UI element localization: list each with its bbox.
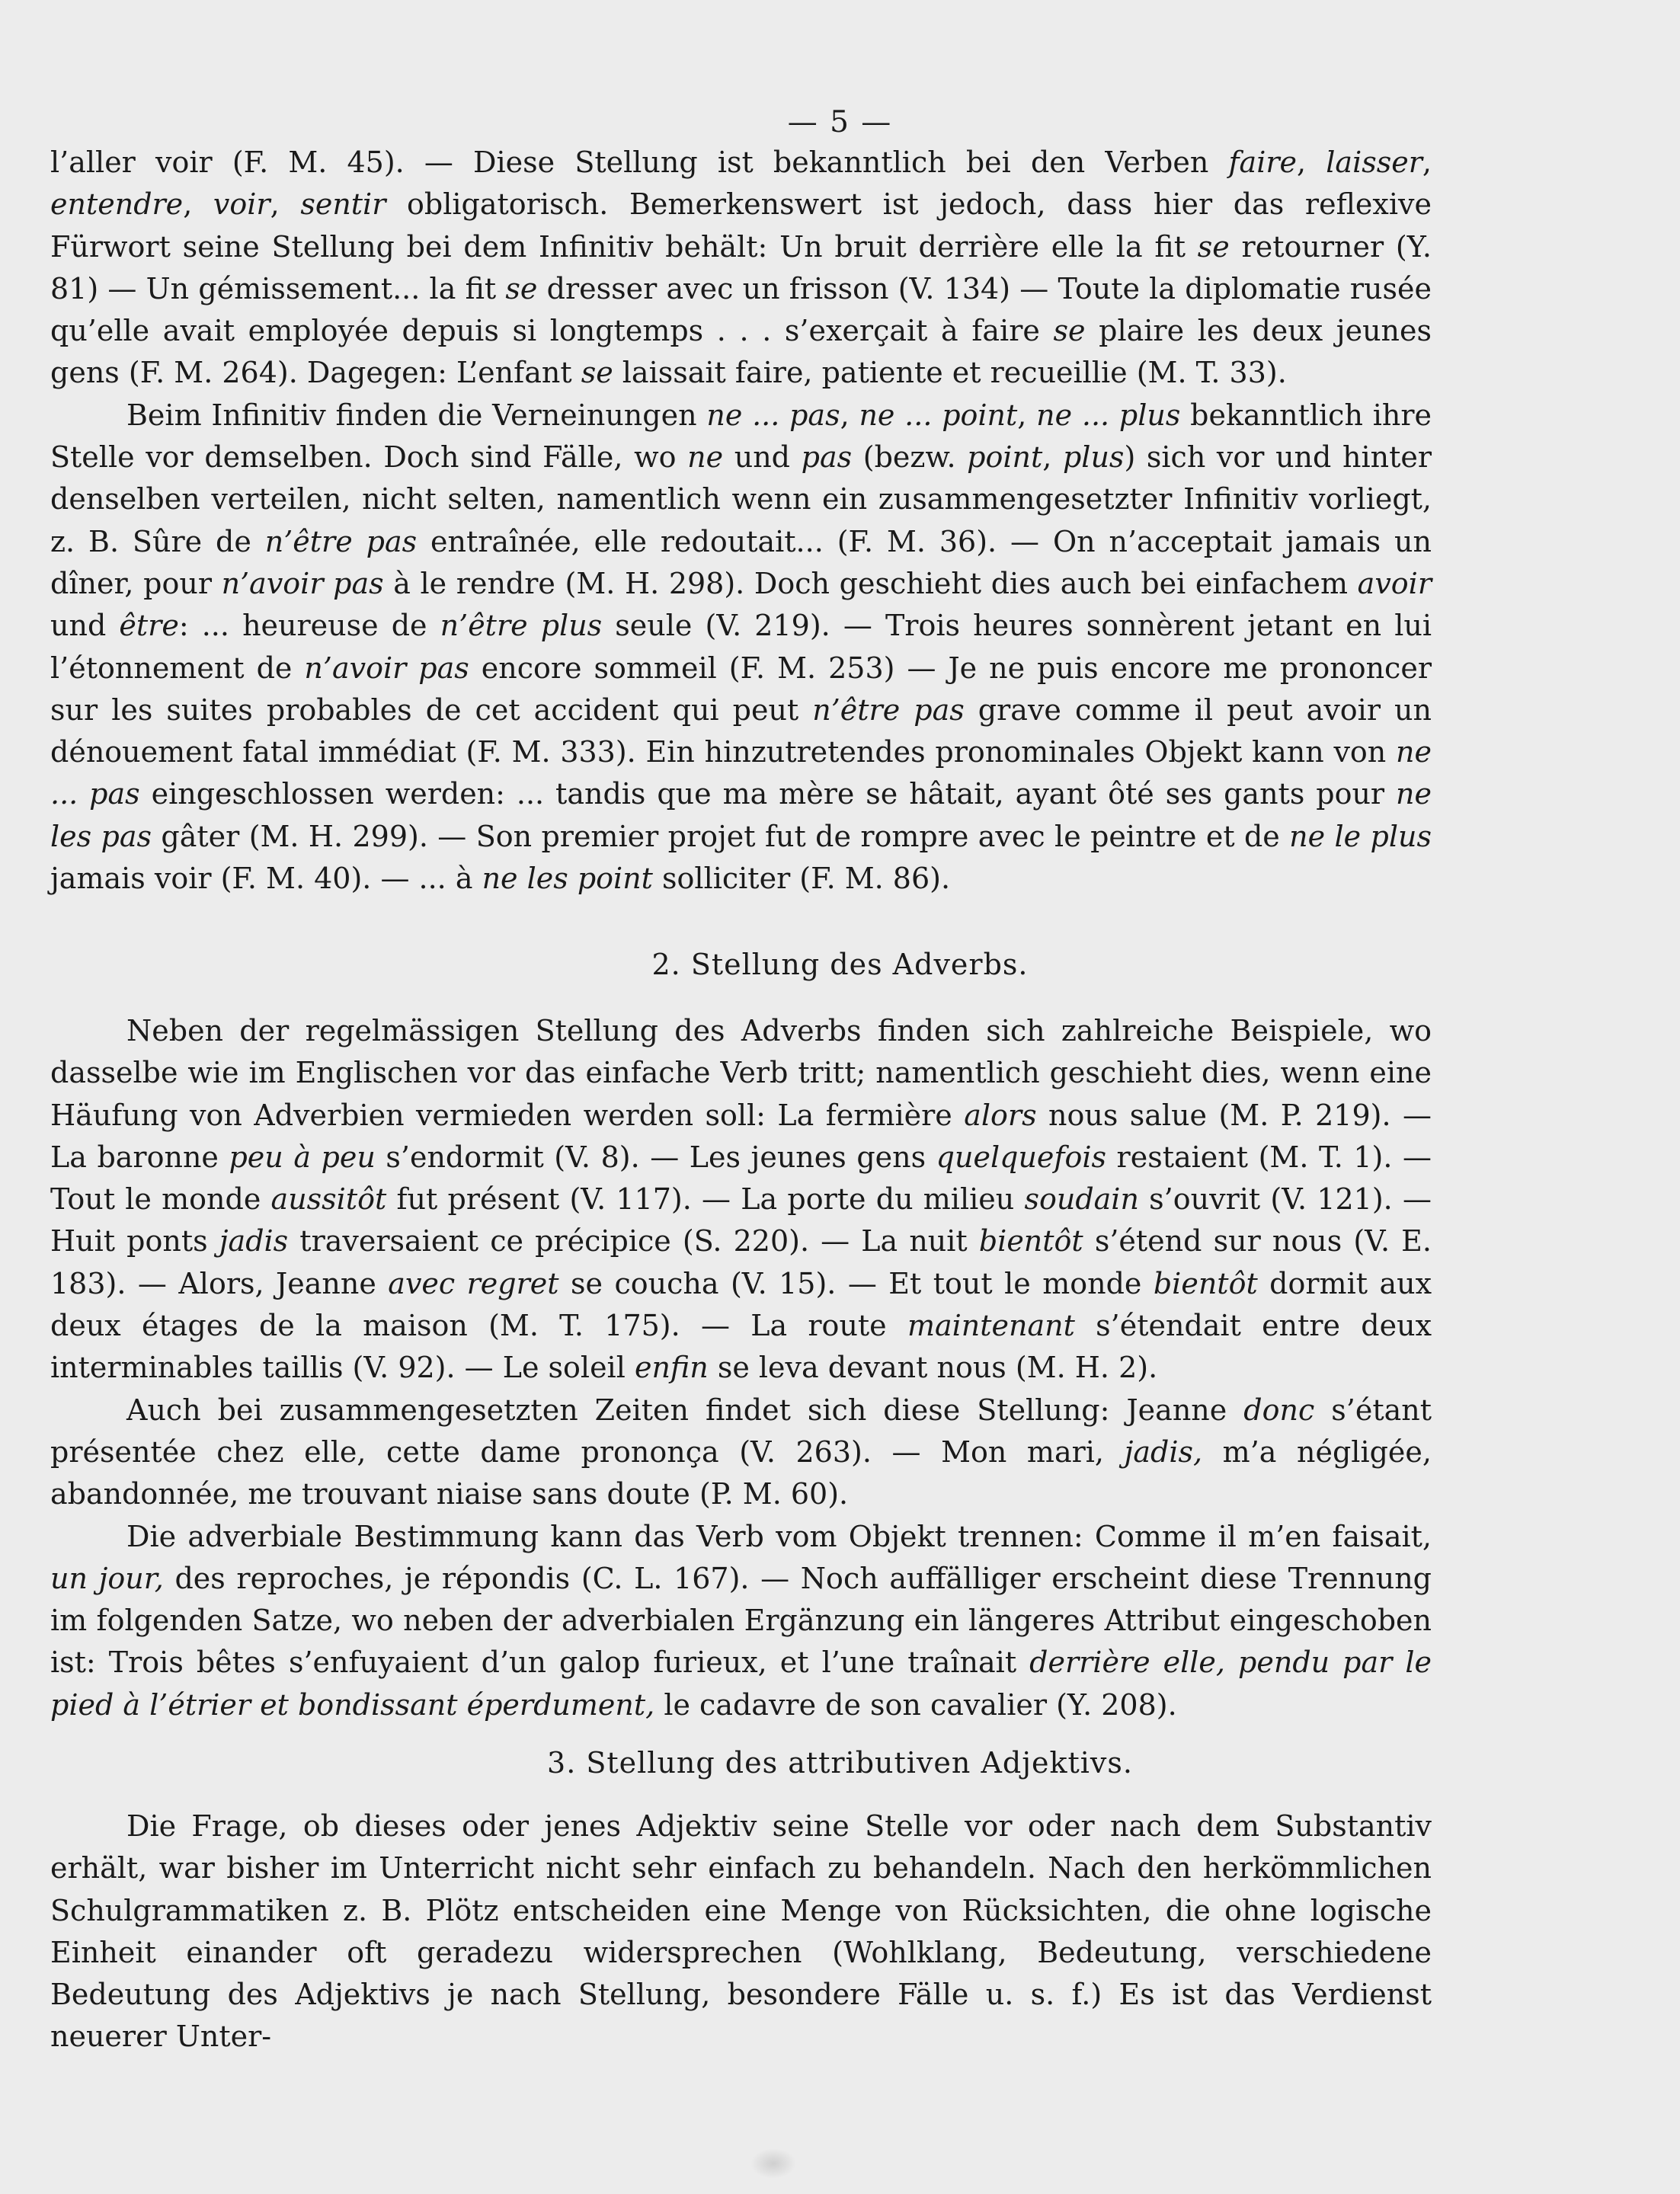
italic-phrase: un jour, bbox=[50, 1561, 164, 1595]
italic-phrase: jadis, bbox=[1124, 1434, 1203, 1469]
page-smudge bbox=[750, 2148, 796, 2179]
section-3-text bbox=[50, 1805, 1432, 2058]
paragraph: Neben der regelmässigen Stellung des Adverbs finden sich zahlreiche Beispiele, wo dasselbe wie im Englischen vor das einfache Verb tritt; namentlich geschieht dies, wenn eine Häufung von Adverbien vermieden werden soll: La fermière alors nous salue (M. P. 219). — La baronne peu à peu s’endormit (V. 8). — Les jeunes gens quelquefois restaient (M. T. 1). — Tout le monde aussitôt fut présent (V. 117). — La porte du milieu soudain s’ouvrit (V. 121). — Huit ponts jadis traversaient ce précipice (S. 220). — La nuit bientôt s’étend sur nous (V. E. 183). — Alors, Jeanne avec regret se coucha (V. 15). — Et tout le monde bientôt dormit aux deux étages de la maison (M. T. 175). — La route maintenant s’étendait entre deux interminables taillis (V. 92). — Le soleil enfin se leva devant nous (M. H. 2). bbox=[50, 1014, 1432, 1385]
italic-phrase: se bbox=[581, 356, 613, 390]
italic-phrase: ne ... pas bbox=[706, 398, 840, 432]
italic-phrase: entendre bbox=[50, 187, 184, 222]
italic-phrase: se bbox=[1053, 314, 1086, 348]
italic-phrase: n’avoir pas bbox=[221, 566, 384, 600]
italic-phrase: avec regret bbox=[388, 1266, 559, 1300]
italic-phrase: n’avoir pas bbox=[304, 651, 469, 685]
paragraph: Die Frage, ob dieses oder jenes Adjektiv seine Stelle vor oder nach dem Substantiv erhält, war bisher im Unterricht nicht sehr einfach zu behandeln. Nach den herkömmlichen Schulgrammatiken z. B. Plötz entscheiden eine Menge von Rücksichten, die ohne logische Einheit einander oft geradezu widersprechen (Wohlklang, Bedeutung, verschiedene Bedeutung des Adjektivs je nach Stellung, besondere Fälle u. s. f.) Es ist das Verdienst neuerer Unter- bbox=[50, 1809, 1432, 2054]
italic-phrase: ne ... point bbox=[859, 398, 1018, 432]
italic-phrase: quelquefois bbox=[936, 1140, 1106, 1174]
italic-phrase: jadis bbox=[219, 1224, 289, 1259]
paragraph: Die adverbiale Bestimmung kann das Verb vom Objekt trennen: Comme il m’en faisait, un jour, des reproches, je répondis (C. L. 167). — Noch auffälliger erscheint diese Trennung im folgenden Satze, wo neben der adverbialen Ergänzung ein längeres Attribut eingeschoben ist: Trois bêtes s’enfuyaient d’un galop furieux, et l’une traînait derrière elle, pendu par le pied à l’étrier et bondissant éperdument, le cadavre de son cavalier (Y. 208). bbox=[50, 1519, 1432, 1722]
italic-phrase: n’être plus bbox=[440, 609, 603, 643]
section-heading-adjectives: 3. Stellung des attributiven Adjektivs. bbox=[547, 1746, 1133, 1780]
italic-phrase: voir bbox=[213, 187, 270, 222]
section-2-text bbox=[50, 1010, 1432, 1726]
italic-phrase: maintenant bbox=[907, 1309, 1075, 1343]
paragraph: Beim Infinitiv finden die Verneinungen ne ... pas, ne ... point, ne ... plus bekanntlich ihre Stelle vor demselben. Doch sind Fälle, wo ne und pas (bezw. point, plus) sich vor und hinter denselben verteilen, nicht selten, namentlich wenn ein zusammengesetzter Infinitiv vorliegt, z. B. Sûre de n’être pas entraînée, elle redoutait... (F. M. 36). — On n’acceptait jamais un dîner, pour n’avoir pas à le rendre (M. H. 298). Doch geschieht dies auch bei einfachem avoir und être: ... heureuse de n’être plus seule (V. 219). — Trois heures sonnèrent jetant en lui l’étonnement de n’avoir pas encore sommeil (F. M. 253) — Je ne puis encore me prononcer sur les suites probables de cet accident qui peut n’être pas grave comme il peut avoir un dénouement fatal immédiat (F. M. 333). Ein hinzutretendes pronominales Objekt kann von ne ... pas eingeschlossen werden: ... tandis que ma mère se hâtait, ayant ôté ses gants pour ne les pas gâter (M. H. 299). — Son premier projet fut de rompre avec le peintre et de ne le plus jamais voir (F. M. 40). — ... à ne les point solliciter (F. M. 86). bbox=[50, 398, 1432, 896]
page-number: — 5 — bbox=[787, 105, 893, 139]
italic-phrase: enfin bbox=[634, 1351, 709, 1385]
italic-phrase: se bbox=[505, 271, 538, 305]
italic-phrase: pas bbox=[801, 440, 853, 475]
italic-phrase: peu à peu bbox=[229, 1140, 376, 1174]
italic-phrase: ne bbox=[687, 440, 724, 475]
italic-phrase: ne les pas bbox=[50, 777, 1432, 853]
paragraph: Auch bei zusammengesetzten Zeiten findet sich diese Stellung: Jeanne donc s’étant présentée chez elle, cette dame prononça (V. 263). — Mon mari, jadis, m’a négligée, abandonnée, me trouvant niaise sans doute (P. M. 60). bbox=[50, 1393, 1432, 1511]
italic-phrase: laisser bbox=[1326, 146, 1422, 179]
italic-phrase: aussitôt bbox=[270, 1182, 387, 1217]
italic-phrase: derrière elle, pendu par le pied à l’étrier et bondissant éperdument, bbox=[50, 1646, 1432, 1722]
italic-phrase: être bbox=[119, 609, 179, 643]
italic-phrase: ne ... pas bbox=[50, 735, 1432, 811]
italic-phrase: avoir bbox=[1357, 566, 1432, 600]
paragraph: l’aller voir (F. M. 45). — Diese Stellung ist bekanntlich bei den Verben faire, laisser, entendre, voir, sentir obligatorisch. Bemerkenswert ist jedoch, dass hier das reflexive Fürwort seine Stellung bei dem Infinitiv behält: Un bruit derrière elle la fit se retourner (Y. 81) — Un gémissement... la fit se dresser avec un frisson (V. 134) — Toute la diplomatie rusée qu’elle avait employée depuis si longtemps . . . s’exerçait à faire se plaire les deux jeunes gens (F. M. 264). Dagegen: L’enfant se laissait faire, patiente et recueillie (M. T. 33). bbox=[50, 146, 1432, 390]
section-1-text bbox=[50, 142, 1432, 900]
italic-phrase: ne ... plus bbox=[1036, 398, 1181, 432]
italic-phrase: n’être pas bbox=[812, 692, 965, 727]
section-heading-adverbs: 2. Stellung des Adverbs. bbox=[651, 948, 1029, 981]
italic-phrase: ne les point bbox=[482, 862, 653, 896]
italic-phrase: point bbox=[967, 440, 1043, 475]
italic-phrase: plus bbox=[1062, 440, 1125, 475]
italic-phrase: alors bbox=[964, 1098, 1037, 1132]
italic-phrase: sentir bbox=[300, 187, 386, 222]
italic-phrase: soudain bbox=[1024, 1182, 1139, 1217]
italic-phrase: bientôt bbox=[978, 1224, 1083, 1259]
italic-phrase: donc bbox=[1243, 1393, 1315, 1427]
italic-phrase: ne le plus bbox=[1289, 819, 1432, 853]
italic-phrase: bientôt bbox=[1153, 1266, 1258, 1300]
italic-phrase: se bbox=[1197, 229, 1230, 264]
italic-phrase: n’être pas bbox=[264, 524, 418, 558]
italic-phrase: faire bbox=[1228, 146, 1298, 179]
